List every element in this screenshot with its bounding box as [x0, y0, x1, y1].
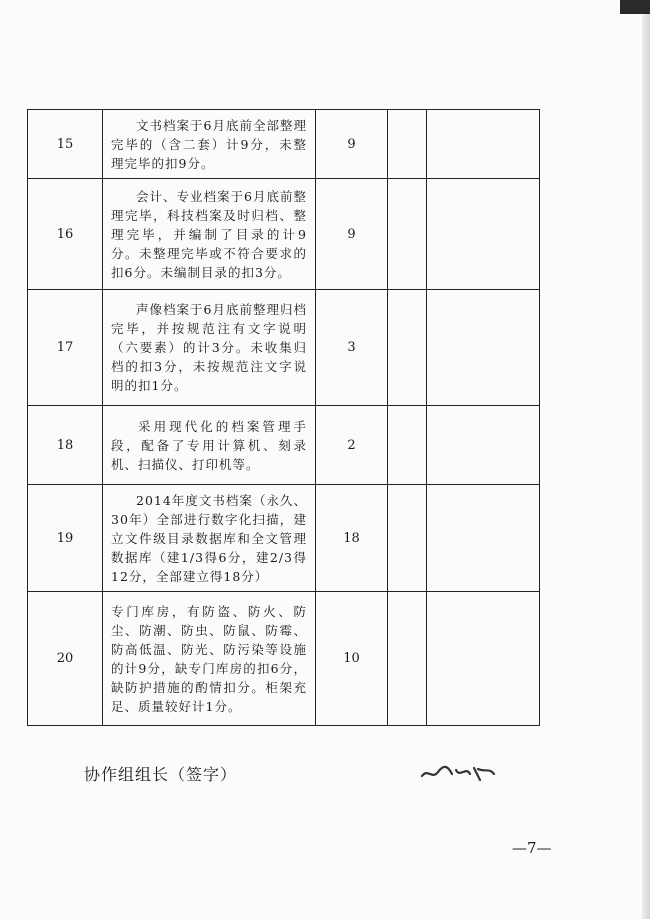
item-number: 18: [28, 406, 103, 485]
item-description: 2014年度文书档案（永久、30年）全部进行数字化扫描，建立文件级目录数据库和全文管理数据库（建1/3得6分，建2/3得12分，全部建立得18分）: [103, 485, 316, 592]
empty-cell: [388, 290, 427, 406]
item-description: 专门库房，有防盗、防火、防尘、防潮、防虫、防鼠、防霉、防高低温、防光、防污染等设施的计9分，缺专门库房的扣6分，缺防护措施的酌情扣分。柜架充足、质量较好计1分。: [103, 592, 316, 726]
item-description: 声像档案于6月底前整理归档完毕，并按规范注有文字说明（六要素）的计3分。未收集归档的扣3分，未按规范注文字说明的扣1分。: [103, 290, 316, 406]
empty-cell: [427, 592, 540, 726]
page-edge-shadow: [642, 0, 650, 919]
empty-cell: [388, 485, 427, 592]
table-row: [28, 592, 540, 726]
empty-cell: [388, 592, 427, 726]
item-score: 9: [316, 110, 388, 179]
empty-cell: [388, 406, 427, 485]
empty-cell: [388, 110, 427, 179]
item-score: 18: [316, 485, 388, 592]
empty-cell: [427, 110, 540, 179]
item-number: 15: [28, 110, 103, 179]
table-row: [28, 406, 540, 485]
empty-cell: [427, 290, 540, 406]
empty-cell: [388, 179, 427, 290]
item-number: 16: [28, 179, 103, 290]
signature-label: 协作组组长（签字）: [84, 765, 238, 784]
item-description: 文书档案于6月底前全部整理完毕的（含二套）计9分，未整理完毕的扣9分。: [103, 110, 316, 179]
item-score: 9: [316, 179, 388, 290]
item-score: 10: [316, 592, 388, 726]
item-number: 17: [28, 290, 103, 406]
item-number: 20: [28, 592, 103, 726]
item-description: 会计、专业档案于6月底前整理完毕，科技档案及时归档、整理完毕，并编制了目录的计9分。未整理完毕或不符合要求的扣6分。未编制目录的扣3分。: [103, 179, 316, 290]
table-row: [28, 110, 540, 179]
table-row: [28, 290, 540, 406]
scan-corner: [620, 0, 650, 14]
page-number: —7—: [512, 839, 552, 857]
item-description: 采用现代化的档案管理手段，配备了专用计算机、刻录机、扫描仪、打印机等。: [103, 406, 316, 485]
table-row: [28, 485, 540, 592]
scoring-table: [27, 109, 540, 726]
handwritten-signature: [418, 760, 498, 786]
empty-cell: [427, 485, 540, 592]
table-row: [28, 179, 540, 290]
item-number: 19: [28, 485, 103, 592]
item-score: 3: [316, 290, 388, 406]
item-score: 2: [316, 406, 388, 485]
empty-cell: [427, 179, 540, 290]
empty-cell: [427, 406, 540, 485]
